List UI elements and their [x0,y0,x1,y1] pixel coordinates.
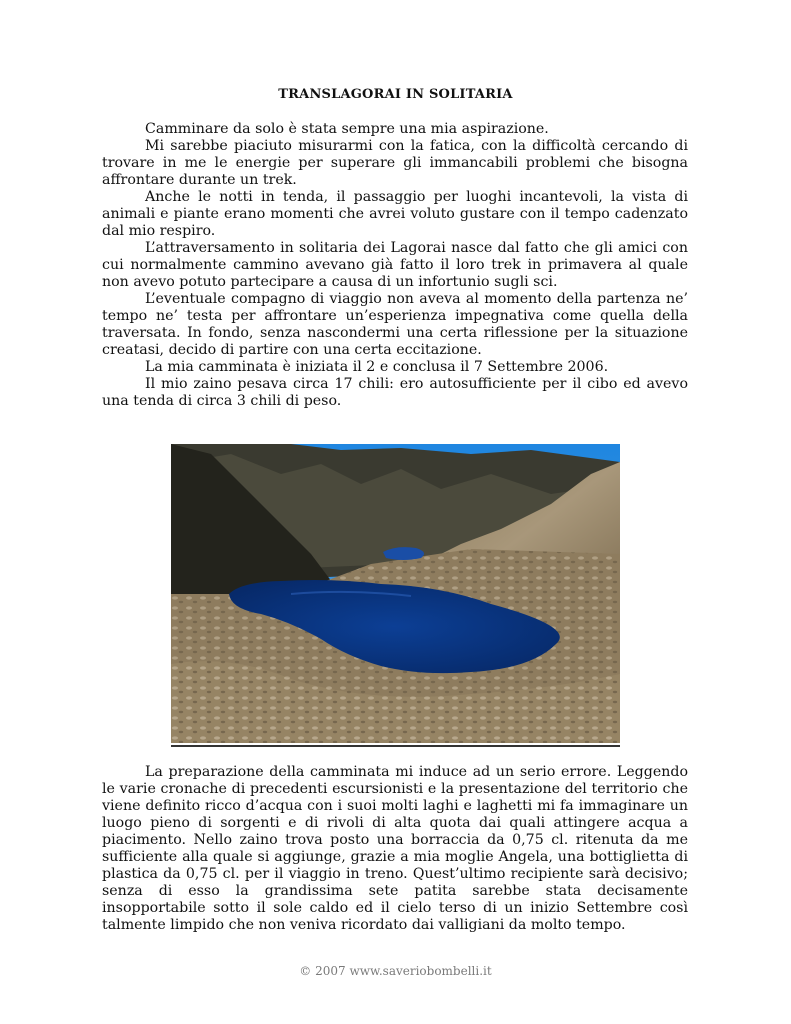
paragraph: Camminare da solo è stata sempre una mia aspirazione. [145,121,549,137]
paragraph: La mia camminata è iniziata il 2 e conclusa il 7 Settembre 2006. [145,359,609,375]
footer-copyright: © 2007 www.saveriobombelli.it [299,964,492,978]
intro-text [102,121,688,410]
second-text [102,764,688,934]
paragraph: L’eventuale compagno di viaggio non aveva al momento della partenza ne’ tempo ne’ testa per affrontare un’esperienza impegnativa come quella della traversata. In fondo, senza nascondermi una certa riflessione per la situazione creatasi, decido di partire con una certa eccitazione. [102,291,688,358]
paragraph: Anche le notti in tenda, il passaggio per luoghi incantevoli, la vista di animali e piante erano momenti che avrei voluto gustare con il tempo cadenzato dal mio respiro. [102,189,688,239]
mountain-lake-photo [171,444,620,747]
document-title: TRANSLAGORAI IN SOLITARIA [278,87,513,102]
paragraph: La preparazione della camminata mi induce ad un serio errore. Leggendo le varie cronache di precedenti escursionisti e la presentazione del territorio che viene definito ricco d’acqua con i suoi molti laghi e laghetti mi fa immaginare un luogo pieno di sorgenti e di rivoli di alta quota dai quali attingere acqua a piacimento. Nello zaino trova posto una borraccia da 0,75 cl. ritenuta da me sufficiente alla quale si aggiunge, grazie a mia moglie Angela, una bottiglietta di plastica da 0,75 cl. per il viaggio in treno. Quest’ultimo recipiente sarà decisivo; senza di esso la grandissima sete patita sarebbe stata decisamente insopportabile sotto il sole caldo ed il cielo terso di un inizio Settembre così talmente limpido che non veniva ricordato dai valligiani da molto tempo. [102,764,688,933]
paragraph: Il mio zaino pesava circa 17 chili: ero autosufficiente per il cibo ed avevo una tenda di circa 3 chili di peso. [102,376,688,409]
paragraph: Mi sarebbe piaciuto misurarmi con la fatica, con la difficoltà cercando di trovare in me le energie per superare gli immancabili problemi che bisogna affrontare durante un trek. [102,138,688,188]
paragraph: L’attraversamento in solitaria dei Lagorai nasce dal fatto che gli amici con cui normalmente cammino avevano già fatto il loro trek in primavera al quale non avevo potuto partecipare a causa di un infortunio sugli sci. [102,240,688,290]
